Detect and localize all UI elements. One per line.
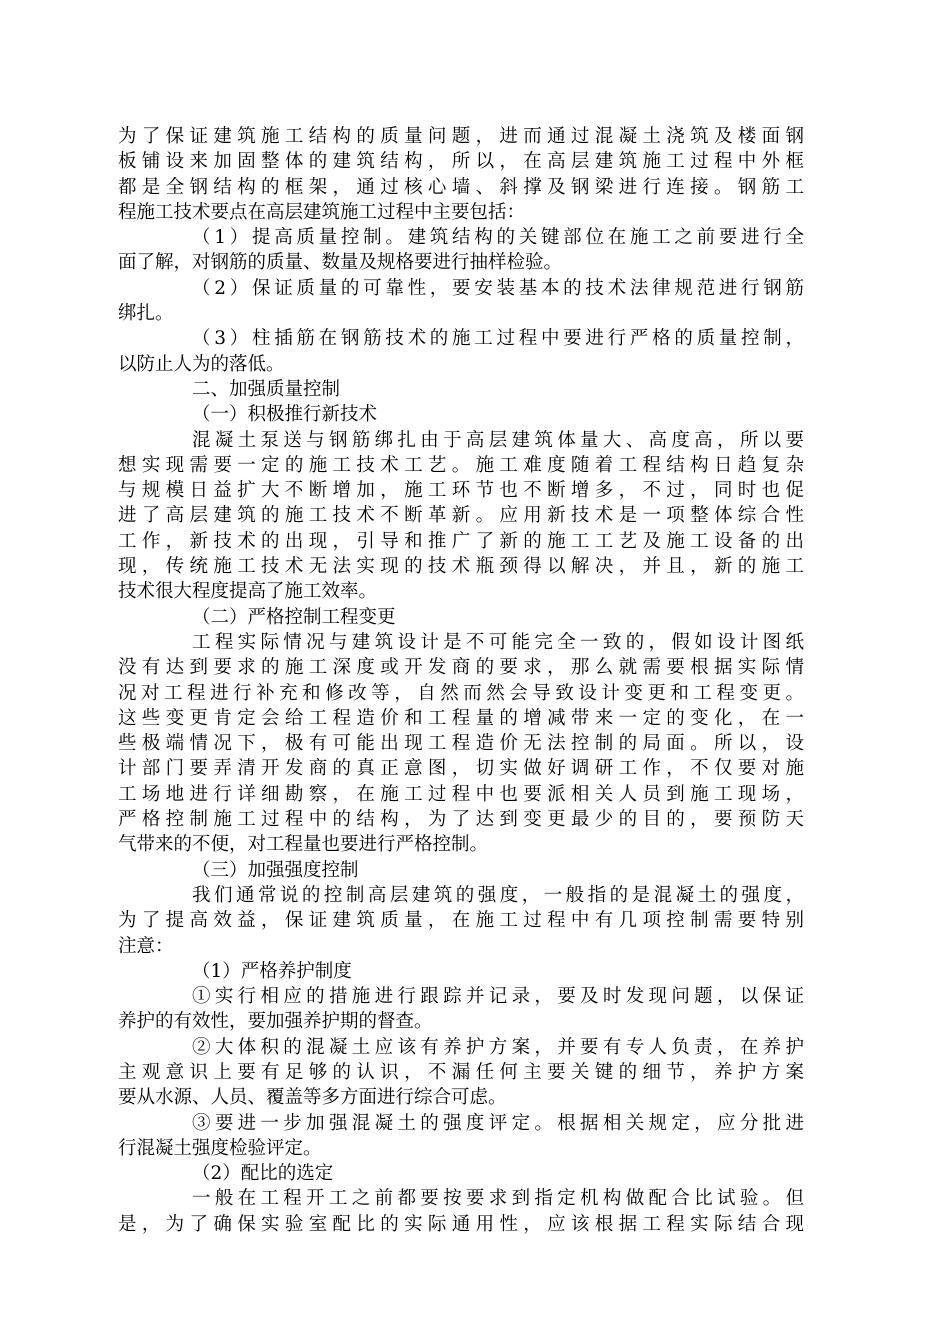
text-line: 严格控制施工过程中的结构，为了达到变更最少的目的，要预防天 (118, 809, 804, 831)
text-line: 工场地进行详细勘察，在施工过程中也要派相关人员到施工现场， (118, 783, 804, 805)
text-line: 没有达到要求的施工深度或开发商的要求，那么就需要根据实际情 (118, 657, 804, 679)
text-line: 程施工技术要点在高层建筑施工过程中主要包括： (118, 201, 526, 223)
text-line: 现，传统施工技术无法实现的技术瓶颈得以解决，并且，新的施工 (118, 556, 804, 578)
text-line: （1）提高质量控制。建筑结构的关键部位在施工之前要进行全 (192, 227, 804, 249)
text-line: 一般在工程开工之前都要按要求到指定机构做配合比试验。但 (192, 1188, 804, 1210)
text-line: ①实行相应的措施进行跟踪并记录，要及时发现问题，以保证 (192, 986, 804, 1008)
text-line: 计部门要弄清开发商的真正意图，切实做好调研工作，不仅要对施 (118, 758, 804, 780)
text-line: 主观意识上要有足够的认识，不漏任何主要关键的细节，养护方案 (118, 1061, 804, 1083)
text-line: （2）保证质量的可靠性，要安装基本的技术法律规范进行钢筋 (192, 277, 804, 299)
text-line: 要从水源、人员、覆盖等多方面进行综合可虑。 (118, 1087, 507, 1109)
text-line: （3）柱插筋在钢筋技术的施工过程中要进行严格的质量控制， (192, 328, 804, 350)
text-line: 与规模日益扩大不断增加，施工环节也不断增多，不过，同时也促 (118, 480, 804, 502)
text-line: （一）积极推行新技术 (192, 404, 378, 426)
text-line: （1）严格养护制度 (192, 960, 352, 982)
text-line: 是，为了确保实验室配比的实际通用性，应该根据工程实际结合现 (118, 1213, 804, 1235)
text-line: 进了高层建筑的施工技术不断革新。应用新技术是一项整体综合性 (118, 505, 804, 527)
text-line: 都是全钢结构的框架，通过核心墙、斜撑及钢梁进行连接。钢筋工 (118, 176, 804, 198)
text-line: 养护的有效性，要加强养护期的督查。 (118, 1011, 433, 1033)
text-line: 工程实际情况与建筑设计是不可能完全一致的，假如设计图纸 (192, 631, 804, 653)
text-line: 些极端情况下，极有可能出现工程造价无法控制的局面。所以，设 (118, 733, 804, 755)
text-line: 我们通常说的控制高层建筑的强度，一般指的是混凝土的强度， (192, 884, 804, 906)
text-line: 混凝土泵送与钢筋绑扎由于高层建筑体量大、高度高，所以要 (192, 429, 804, 451)
text-line: （三）加强强度控制 (192, 859, 359, 881)
text-line: 二、加强质量控制 (192, 378, 341, 400)
text-line: 为了提高效益，保证建筑质量，在施工过程中有几项控制需要特别 (118, 910, 804, 932)
text-line: 板铺设来加固整体的建筑结构，所以，在高层建筑施工过程中外框 (118, 151, 804, 173)
text-line: 面了解，对钢筋的质量、数量及规格要进行抽样检验。 (118, 252, 563, 274)
text-line: 为了保证建筑施工结构的质量问题，进而通过混凝土浇筑及楼面钢 (118, 126, 804, 147)
text-line: 以防止人为的落低。 (118, 353, 285, 375)
text-line: （二）严格控制工程变更 (192, 606, 396, 628)
text-line: 注意： (118, 935, 174, 957)
text-line: 行混凝土强度检验评定。 (118, 1137, 322, 1159)
text-line: ③要进一步加强混凝土的强度评定。根据相关规定，应分批进 (192, 1112, 804, 1134)
text-line: 气带来的不便，对工程量也要进行严格控制。 (118, 834, 489, 856)
text-line: 这些变更肯定会给工程造价和工程量的增减带来一定的变化，在一 (118, 707, 804, 729)
text-line: 想实现需要一定的施工技术工艺。施工难度随着工程结构日趋复杂 (118, 454, 804, 476)
text-line: 绑扎。 (118, 303, 174, 325)
text-line: （2）配比的选定 (192, 1163, 334, 1185)
text-line: ②大体积的混凝土应该有养护方案，并要有专人负责，在养护 (192, 1036, 804, 1058)
document-body (118, 124, 804, 1237)
text-line: 工作，新技术的出现，引导和推广了新的施工工艺及施工设备的出 (118, 530, 804, 552)
text-line: 技术很大程度提高了施工效率。 (118, 581, 378, 603)
text-line: 况对工程进行补充和修改等，自然而然会导致设计变更和工程变更。 (118, 682, 804, 704)
